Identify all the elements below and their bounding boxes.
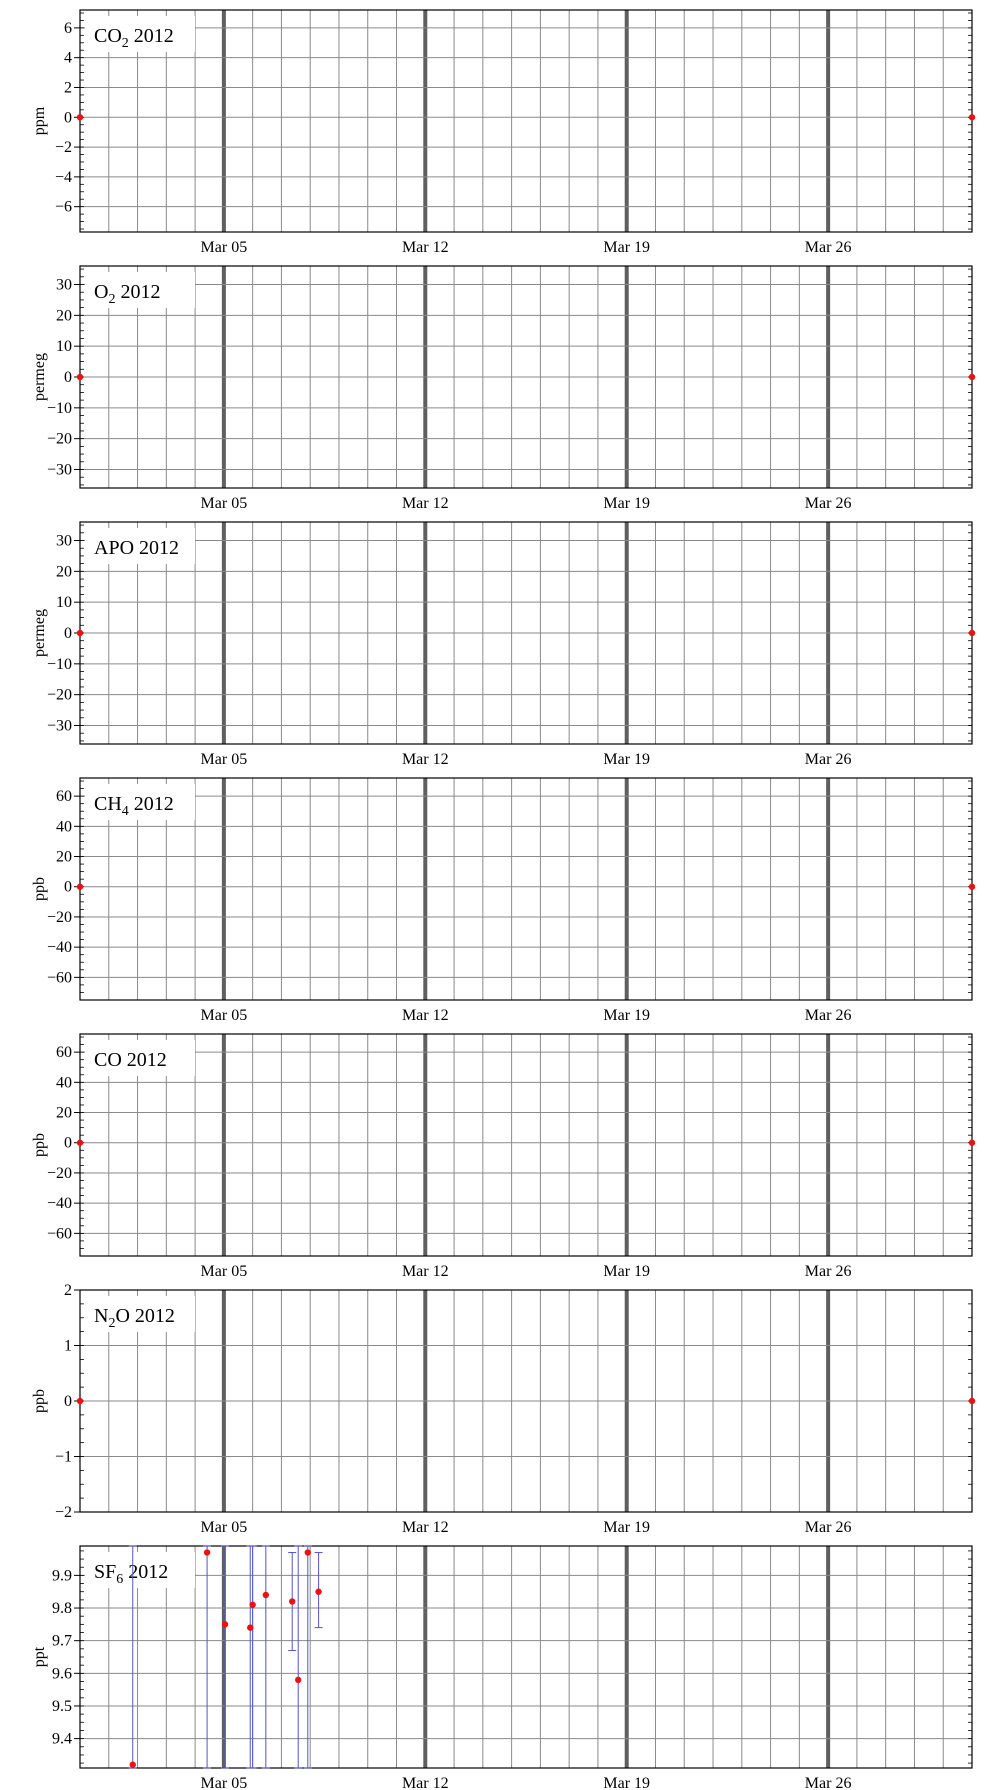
data-point: [249, 1602, 255, 1608]
data-point: [315, 1589, 321, 1595]
y-tick-label: 40: [56, 1074, 72, 1092]
y-tick-label: 0: [64, 1393, 72, 1410]
y-axis-label: ppb: [31, 1133, 48, 1157]
y-tick-label: −20: [46, 1164, 72, 1182]
y-tick-label: −20: [46, 430, 72, 448]
y-tick-label: 1: [64, 1337, 72, 1355]
y-tick-label: −4: [54, 168, 72, 186]
x-tick-label: Mar 19: [603, 1519, 651, 1536]
x-tick-label: Mar 05: [200, 751, 248, 768]
data-point: [305, 1549, 311, 1555]
y-tick-label: 2: [64, 79, 72, 97]
chart-panel-3: [31, 522, 975, 768]
y-tick-label: 0: [64, 878, 72, 896]
y-tick-label: 60: [56, 1044, 72, 1062]
y-tick-label: 9.9: [52, 1567, 72, 1585]
y-tick-label: 4: [64, 49, 72, 67]
y-tick-label: 20: [56, 1104, 72, 1122]
x-tick-label: Mar 12: [401, 1775, 449, 1790]
data-point: [77, 114, 83, 120]
chart-panel-6: [31, 1282, 975, 1536]
y-tick-label: −20: [46, 908, 72, 926]
y-tick-label: 40: [56, 818, 72, 836]
y-tick-label: 9.5: [52, 1697, 72, 1715]
y-tick-label: −60: [46, 1225, 72, 1243]
chart-title: $O_2$ 2012: [94, 281, 161, 307]
y-axis-label: permeg: [31, 353, 48, 401]
y-tick-label: 30: [56, 276, 72, 294]
y-tick-label: 6: [64, 19, 72, 37]
y-axis-label: ppb: [31, 877, 48, 901]
data-point: [969, 114, 975, 120]
plot-area: [80, 1546, 972, 1768]
y-tick-label: 9.6: [52, 1665, 72, 1683]
x-tick-label: Mar 19: [603, 1263, 651, 1280]
x-tick-label: Mar 05: [200, 239, 248, 256]
x-tick-label: Mar 12: [401, 751, 449, 768]
plot-area: [80, 10, 972, 232]
data-point: [77, 1398, 83, 1404]
x-tick-label: Mar 05: [200, 1263, 248, 1280]
y-tick-label: −10: [46, 399, 72, 417]
x-tick-label: Mar 12: [401, 1263, 449, 1280]
plot-area: [80, 1034, 972, 1256]
y-tick-label: −6: [54, 198, 72, 216]
x-tick-label: Mar 26: [804, 1007, 852, 1024]
x-tick-label: Mar 05: [200, 495, 248, 512]
x-tick-label: Mar 26: [804, 239, 852, 256]
data-point: [77, 884, 83, 890]
chart-title: $N_2O$ 2012: [94, 1305, 175, 1331]
x-tick-label: Mar 26: [804, 1775, 852, 1790]
y-tick-label: −2: [54, 1504, 72, 1521]
chart-title: $CH_4$ 2012: [94, 793, 174, 819]
chart-title: $SF_6$ 2012: [94, 1561, 169, 1587]
y-tick-label: 30: [56, 532, 72, 550]
x-tick-label: Mar 12: [401, 1519, 449, 1536]
y-tick-label: −20: [46, 686, 72, 704]
y-tick-label: 20: [56, 307, 72, 325]
data-point: [130, 1762, 136, 1768]
y-axis-label: ppm: [31, 106, 48, 136]
y-tick-label: 0: [64, 369, 72, 386]
x-tick-label: Mar 26: [804, 751, 852, 768]
y-tick-label: 60: [56, 788, 72, 806]
data-point: [969, 1140, 975, 1146]
y-tick-label: 10: [56, 338, 72, 356]
data-point: [969, 1398, 975, 1404]
data-point: [263, 1592, 269, 1598]
chart-title: CO 2012: [94, 1049, 167, 1071]
x-tick-label: Mar 19: [603, 1007, 651, 1024]
y-axis-label: ppt: [31, 1646, 48, 1668]
chart-panel-5: [31, 1034, 975, 1280]
y-tick-label: 20: [56, 563, 72, 581]
y-tick-label: −60: [46, 969, 72, 987]
y-tick-label: 9.4: [52, 1730, 72, 1748]
y-tick-label: 9.8: [52, 1600, 72, 1618]
y-tick-label: 0: [64, 625, 72, 642]
data-point: [77, 374, 83, 380]
data-point: [969, 884, 975, 890]
x-tick-label: Mar 05: [200, 1775, 248, 1790]
y-tick-label: 10: [56, 594, 72, 612]
data-point: [295, 1677, 301, 1683]
x-tick-label: Mar 26: [804, 495, 852, 512]
chart-panel-1: [31, 10, 975, 256]
chart-panel-2: [31, 266, 975, 512]
y-tick-label: 0: [64, 1134, 72, 1152]
data-point: [222, 1621, 228, 1627]
data-point: [969, 630, 975, 636]
data-point: [969, 374, 975, 380]
plot-area: [80, 778, 972, 1000]
y-tick-label: −30: [46, 717, 72, 735]
x-tick-label: Mar 05: [200, 1519, 248, 1536]
data-point: [289, 1598, 295, 1604]
x-tick-label: Mar 19: [603, 751, 651, 768]
y-tick-label: −30: [46, 461, 72, 479]
chart-title: APO 2012: [94, 537, 180, 559]
y-tick-label: 2: [64, 1282, 72, 1299]
x-tick-label: Mar 05: [200, 1007, 248, 1024]
y-tick-label: −40: [46, 1195, 72, 1213]
x-tick-label: Mar 26: [804, 1263, 852, 1280]
y-tick-label: −1: [54, 1448, 72, 1466]
chart-title: $CO_2$ 2012: [94, 25, 174, 51]
y-tick-label: −40: [46, 939, 72, 957]
x-tick-label: Mar 19: [603, 1775, 651, 1790]
chart-panel-7: [31, 1546, 972, 1790]
data-point: [204, 1549, 210, 1555]
x-tick-label: Mar 12: [401, 495, 449, 512]
x-tick-label: Mar 19: [603, 239, 651, 256]
data-point: [77, 1140, 83, 1146]
x-tick-label: Mar 19: [603, 495, 651, 512]
y-axis-label: permeg: [31, 609, 48, 657]
y-tick-label: −2: [54, 139, 72, 157]
x-tick-label: Mar 26: [804, 1519, 852, 1536]
chart-panel-4: [31, 778, 975, 1024]
data-point: [77, 630, 83, 636]
x-tick-label: Mar 12: [401, 1007, 449, 1024]
data-point: [247, 1624, 253, 1630]
y-tick-label: 0: [64, 109, 72, 127]
y-tick-label: 9.7: [52, 1632, 72, 1650]
y-tick-label: 20: [56, 848, 72, 866]
x-tick-label: Mar 12: [401, 239, 449, 256]
y-tick-label: −10: [46, 655, 72, 673]
y-axis-label: ppb: [31, 1389, 48, 1413]
